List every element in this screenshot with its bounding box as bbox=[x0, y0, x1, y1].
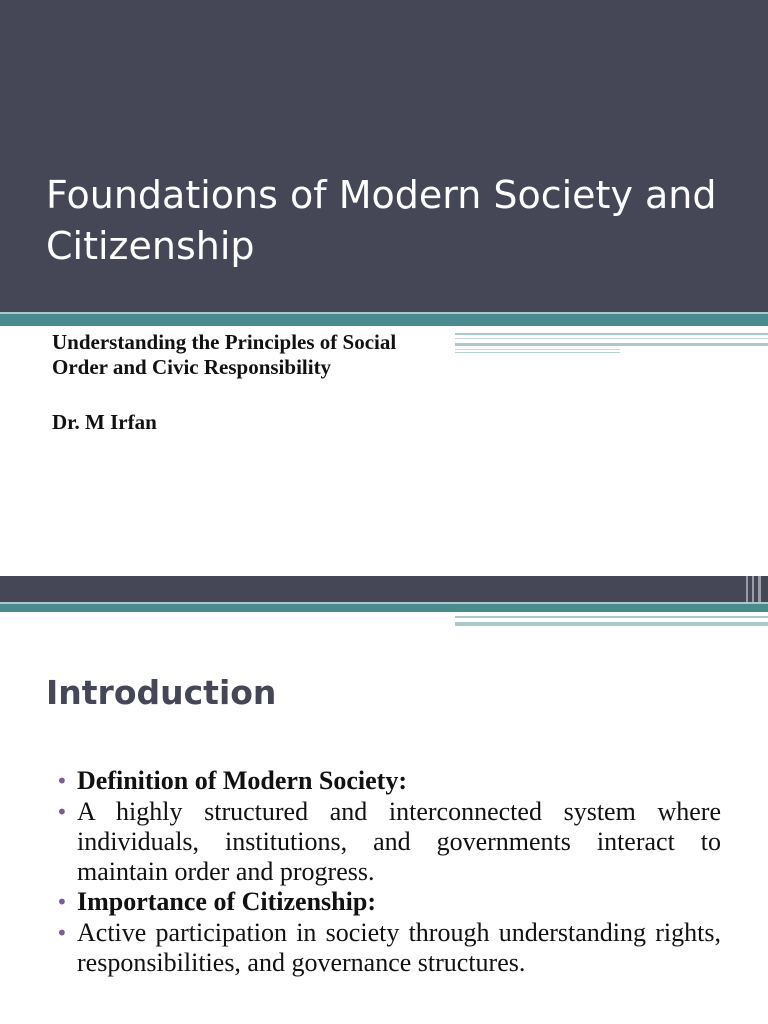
bullet-text: Active participation in society through understanding rights, responsibilities, and governance structures. bbox=[77, 918, 721, 977]
accent-stripe bbox=[0, 312, 768, 326]
accent-line bbox=[455, 616, 768, 618]
accent-line bbox=[455, 343, 768, 346]
accent-stripe-light bbox=[0, 602, 768, 604]
accent-line bbox=[752, 576, 754, 602]
introduction-slide bbox=[0, 576, 768, 1024]
bullet-dot-icon: • bbox=[56, 890, 68, 914]
bullet-item bbox=[56, 887, 721, 917]
slide-subtitle: Understanding the Principles of Social Order and Civic Responsibility bbox=[52, 330, 397, 379]
bullet-list bbox=[56, 766, 721, 978]
accent-line bbox=[455, 333, 768, 335]
bullet-dot-icon: • bbox=[56, 800, 68, 824]
accent-line bbox=[455, 338, 768, 339]
bullet-item bbox=[56, 766, 721, 796]
slide-heading: Introduction bbox=[46, 673, 277, 712]
accent-line bbox=[758, 576, 761, 602]
bullet-text: Definition of Modern Society: bbox=[77, 766, 408, 795]
accent-line bbox=[455, 349, 620, 350]
subtitle-block bbox=[52, 330, 452, 435]
top-band bbox=[0, 576, 768, 602]
accent-line bbox=[746, 576, 748, 602]
bullet-dot-icon: • bbox=[56, 921, 68, 945]
bullet-item bbox=[56, 918, 721, 978]
bullet-text: Importance of Citizenship: bbox=[77, 887, 376, 916]
bullet-dot-icon: • bbox=[56, 769, 68, 793]
slide-title: Foundations of Modern Society and Citizenship bbox=[46, 173, 717, 268]
bullet-text: A highly structured and interconnected system where individuals, institutions, and governments interact to maintain order and progress. bbox=[77, 797, 721, 886]
bullet-item bbox=[56, 797, 721, 887]
accent-line bbox=[455, 622, 768, 626]
accent-line bbox=[455, 352, 620, 353]
accent-stripe-light bbox=[0, 312, 768, 314]
author-name: Dr. M Irfan bbox=[52, 410, 157, 434]
